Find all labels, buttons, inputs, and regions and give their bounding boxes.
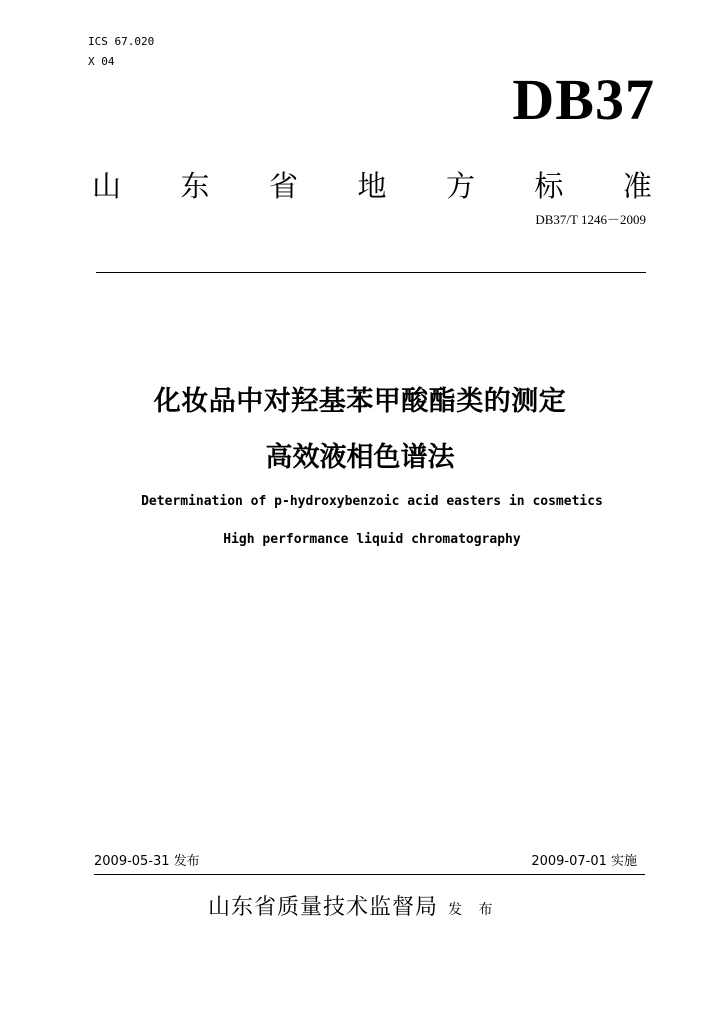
title-char: 山 <box>92 169 122 203</box>
issue-date: 2009-05-31 发布 <box>94 854 200 869</box>
title-char: 地 <box>357 169 387 203</box>
footer-divider <box>94 874 645 875</box>
title-char: 准 <box>622 169 652 203</box>
english-title-line-2: High performance liquid chromatography <box>223 532 521 547</box>
chinese-title-line-1: 化妆品中对羟基苯甲酸酯类的测定 <box>153 386 567 417</box>
title-char: 东 <box>180 169 210 203</box>
ics-code: ICS 67.020 <box>88 35 155 48</box>
standard-type-title <box>92 168 652 204</box>
issuer-block <box>208 893 498 925</box>
standard-mark: DB37 <box>512 67 655 132</box>
header-divider <box>96 272 646 273</box>
title-char: 标 <box>534 169 564 203</box>
english-title-line-1: Determination of p-hydroxybenzoic acid easters in cosmetics <box>141 494 603 509</box>
standard-number: DB37/T 1246－2009 <box>535 212 646 227</box>
implementation-date: 2009-07-01 实施 <box>531 854 637 869</box>
chinese-title-line-2: 高效液相色谱法 <box>265 442 455 473</box>
title-char: 方 <box>445 169 475 203</box>
classification-code: X 04 <box>88 55 115 68</box>
issue-label: 发 布 <box>448 902 499 918</box>
issuing-authority: 山东省质量技术监督局 <box>208 895 439 920</box>
title-char: 省 <box>268 169 298 203</box>
